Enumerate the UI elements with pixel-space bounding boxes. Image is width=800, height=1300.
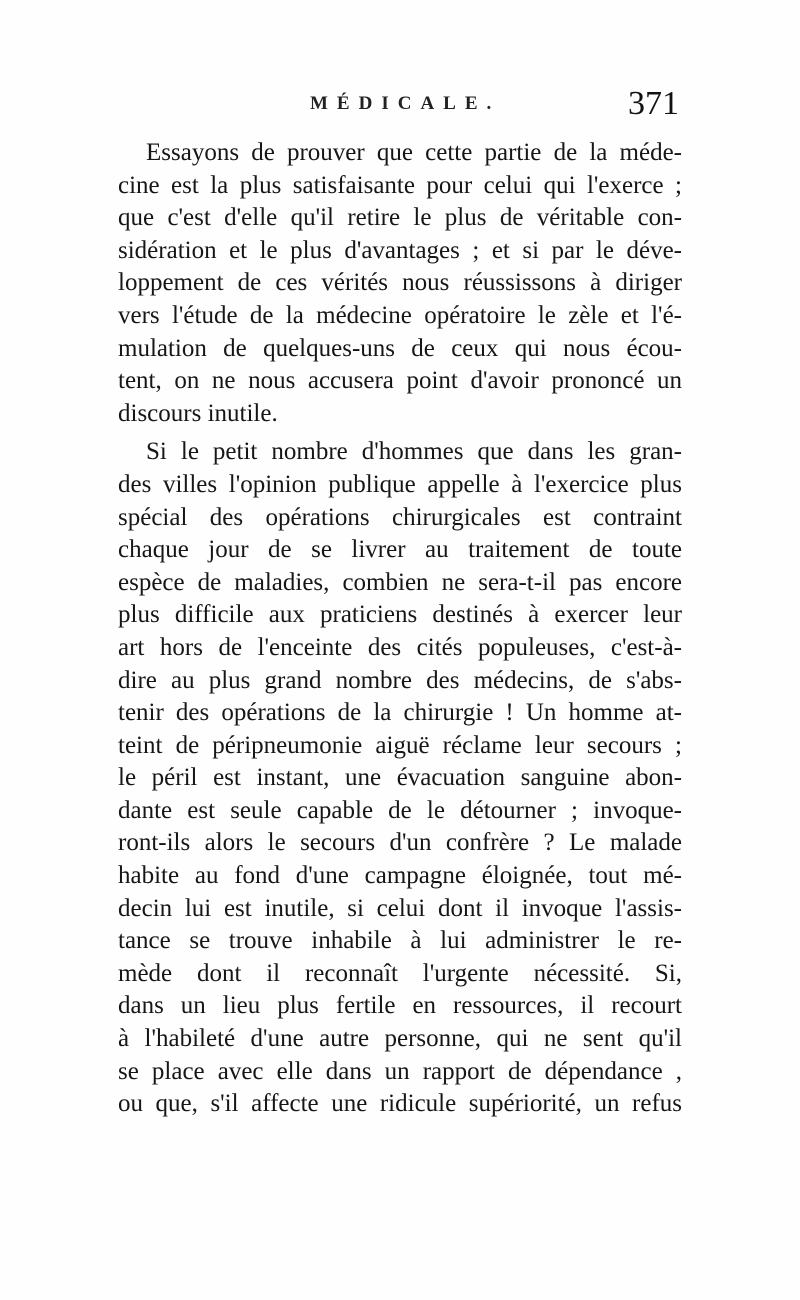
text-line: se place avec elle dans un rapport de dépendance ,: [118, 1057, 682, 1085]
text-line: Essayons de prouver que cette partie de la méde-: [146, 139, 682, 166]
text-line: tance se trouve inhabile à lui administrer le re-: [118, 927, 682, 955]
text-line: teint de péripneumonie aiguë réclame leur secours ;: [118, 731, 682, 759]
text-line: tent, on ne nous accusera point d'avoir prononcé un: [118, 367, 682, 395]
text-line: à l'habileté d'une autre personne, qui ne sent qu'il: [118, 1025, 682, 1053]
text-line: ront-ils alors le secours d'un confrère ? Le malade: [118, 829, 682, 857]
text-line: cine est la plus satisfaisante pour celui qui l'exerce ;: [118, 171, 682, 199]
text-line: sidération et le plus d'avantages ; et si par le déve-: [118, 236, 682, 264]
text-line: ou que, s'il affecte une ridicule supériorité, un refus: [118, 1090, 682, 1118]
running-header: [0, 85, 800, 129]
text-line: habite au fond d'une campagne éloignée, tout mé-: [118, 862, 682, 890]
text-line: vers l'étude de la médecine opératoire le zèle et l'é-: [118, 301, 682, 329]
text-line: dire au plus grand nombre des médecins, de s'abs-: [118, 666, 682, 694]
text-line: dante est seule capable de le détourner ; invoque-: [118, 796, 682, 824]
page-number: 371: [628, 85, 679, 122]
text-line: plus difficile aux praticiens destinés à exercer leur: [118, 601, 682, 629]
text-line: art hors de l'enceinte des cités populeuses, c'est-à-: [118, 633, 682, 661]
text-line: que c'est d'elle qu'il retire le plus de véritable con-: [118, 204, 682, 232]
body-text: [118, 137, 682, 1121]
text-line: chaque jour de se livrer au traitement de toute: [118, 536, 682, 564]
text-line: tenir des opérations de la chirurgie ! Un homme at-: [118, 699, 682, 727]
text-line: Si le petit nombre d'hommes que dans les gran-: [146, 438, 682, 466]
text-line: decin lui est inutile, si celui dont il invoque l'assis-: [118, 894, 682, 922]
text-line: des villes l'opinion publique appelle à l'exercice plus: [118, 470, 682, 498]
text-line: mède dont il reconnaît l'urgente nécessité. Si,: [118, 959, 682, 987]
text-line: espèce de maladies, combien ne sera-t-il pas encore: [118, 568, 682, 596]
text-line: loppement de ces vérités nous réussissons à diriger: [118, 269, 682, 297]
text-line: mulation de quelques-uns de ceux qui nous écou-: [118, 334, 682, 362]
text-line: dans un lieu plus fertile en ressources, il recourt: [118, 992, 682, 1020]
text-line: le péril est instant, une évacuation sanguine abon-: [118, 764, 682, 792]
text-line: spécial des opérations chirurgicales est contraint: [118, 503, 682, 531]
text-line: discours inutile.: [118, 399, 278, 427]
running-title: MÉDICALE.: [310, 93, 501, 114]
